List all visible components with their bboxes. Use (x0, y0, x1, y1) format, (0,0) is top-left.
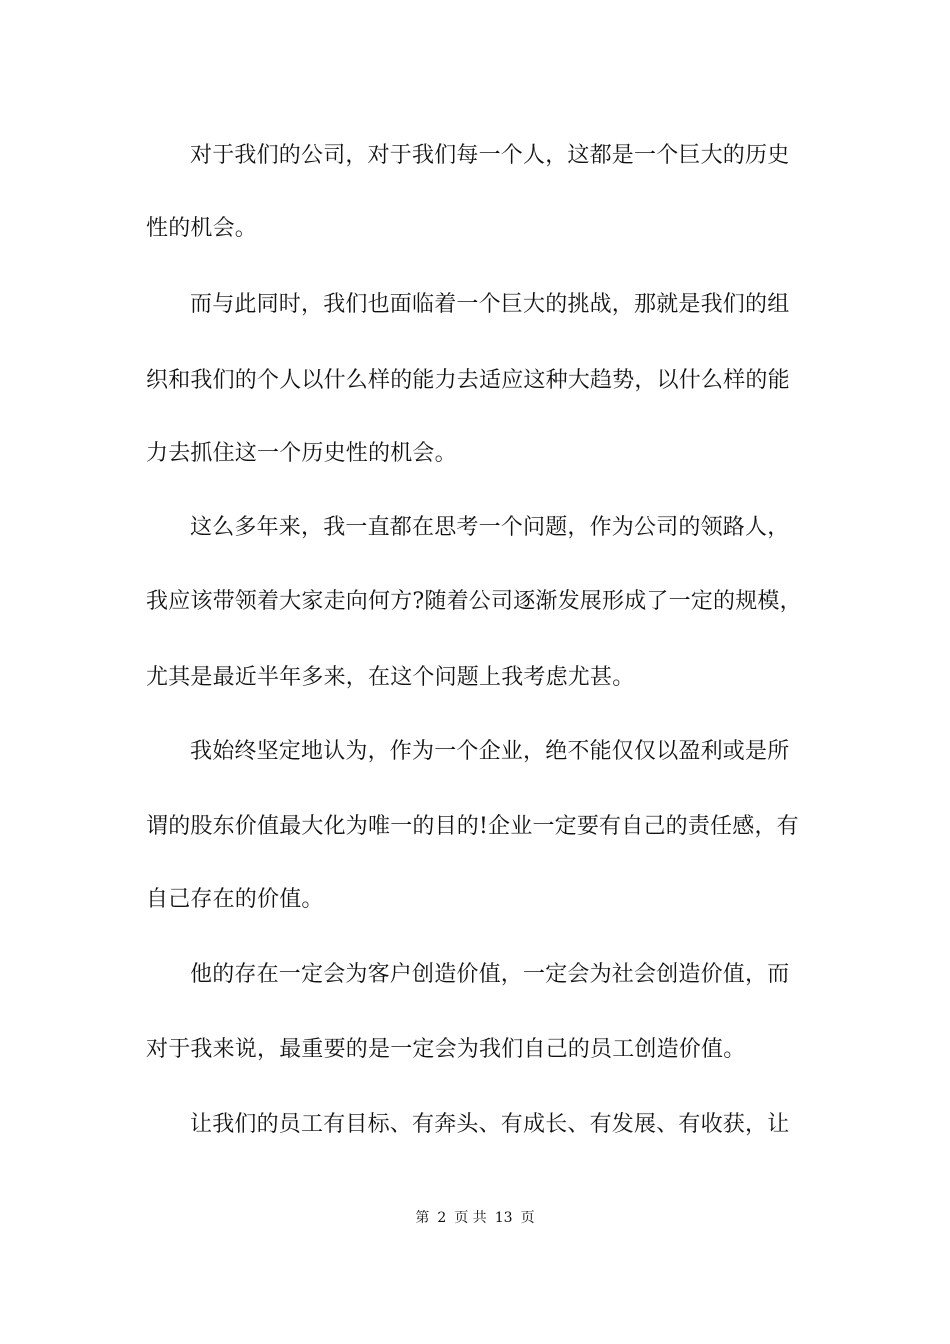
paragraph-line: 尤其是最近半年多来，在这个问题上我考虑尤甚。 (146, 665, 635, 690)
paragraph-line: 谓的股东价值最大化为唯一的目的!企业一定要有自己的责任感，有 (146, 814, 799, 839)
paragraph-line: 性的机会。 (146, 216, 258, 241)
paragraph-line: 而与此同时，我们也面临着一个巨大的挑战，那就是我们的组 (190, 292, 790, 317)
paragraph-line: 这么多年来，我一直都在思考一个问题，作为公司的领路人， (190, 515, 790, 540)
footer-suffix: 页 (520, 1210, 535, 1226)
paragraph-line: 织和我们的个人以什么样的能力去适应这种大趋势，以什么样的能 (146, 368, 790, 393)
footer-middle: 页 共 (454, 1210, 487, 1226)
total-pages-number: 13 (494, 1210, 513, 1226)
current-page-number: 2 (437, 1210, 447, 1226)
paragraph-line: 对于我来说，最重要的是一定会为我们自己的员工创造价值。 (146, 1037, 746, 1062)
paragraph-line: 他的存在一定会为客户创造价值，一定会为社会创造价值，而 (190, 962, 790, 987)
page-footer (0, 1208, 950, 1228)
paragraph-line: 让我们的员工有目标、有奔头、有成长、有发展、有收获，让 (190, 1112, 790, 1137)
paragraph-line: 我始终坚定地认为，作为一个企业，绝不能仅仅以盈利或是所 (190, 739, 790, 764)
paragraph-line: 自己存在的价值。 (146, 887, 324, 912)
footer-prefix: 第 (415, 1210, 430, 1226)
paragraph-line: 对于我们的公司，对于我们每一个人，这都是一个巨大的历史 (190, 143, 790, 168)
paragraph-line: 力去抓住这一个历史性的机会。 (146, 441, 457, 466)
paragraph-line: 我应该带领着大家走向何方?随着公司逐渐发展形成了一定的规模， (146, 589, 802, 614)
